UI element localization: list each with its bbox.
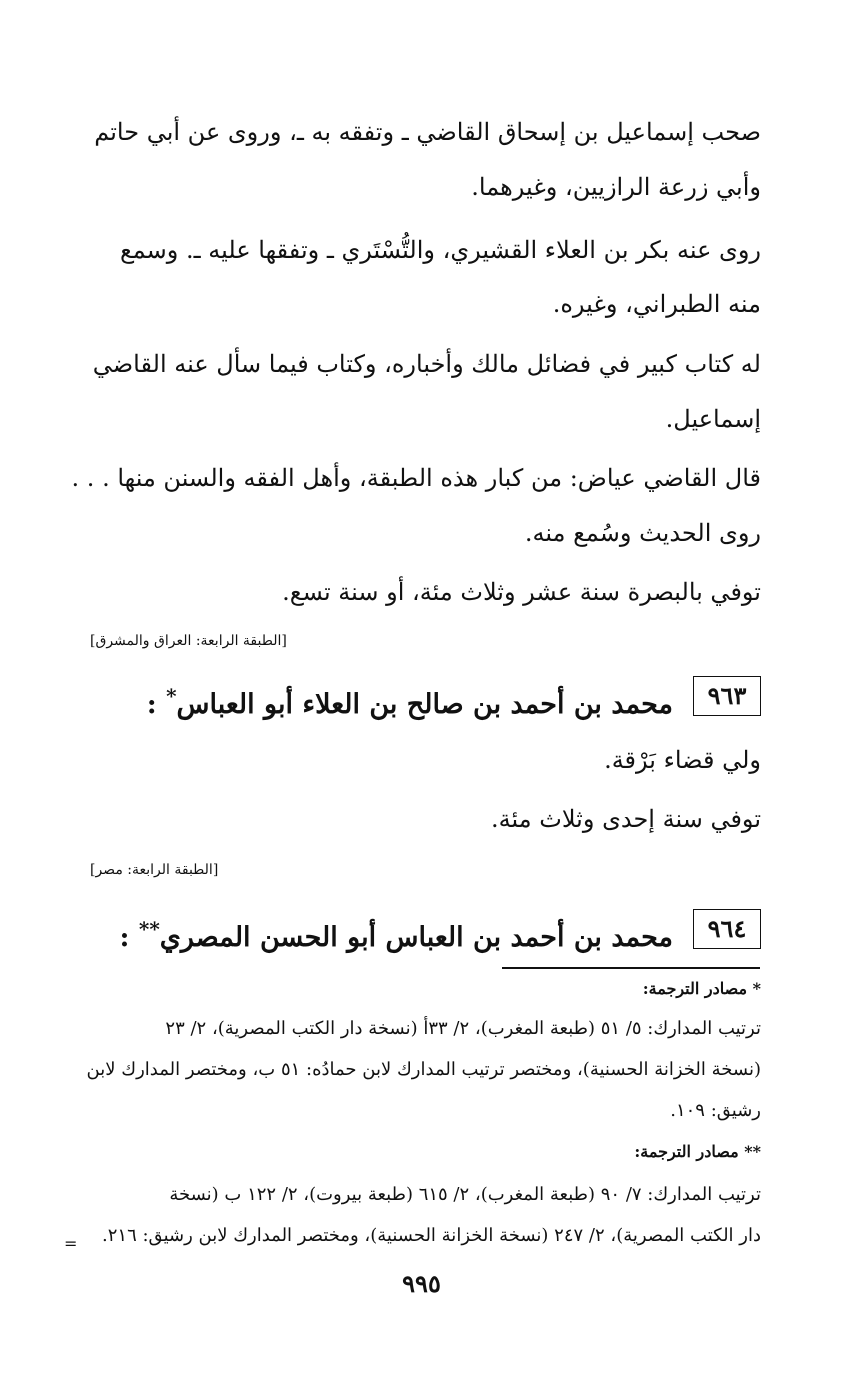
paragraph-2-line-2: منه الطبراني، وغيره. <box>552 290 761 318</box>
paragraph-5-line-1: توفي بالبصرة سنة عشر وثلاث مئة، أو سنة تسع. <box>282 578 761 606</box>
footnote-1-title: * مصادر الترجمة: <box>642 979 761 998</box>
paragraph-3-line-1: له كتاب كبير في فضائل مالك وأخباره، وكتاب فيما سأل عنه القاضي <box>92 350 761 378</box>
paragraph-4-line-1: قال القاضي عياض: من كبار هذه الطبقة، وأهل الفقه والسنن منها . . . <box>71 464 761 492</box>
entry-964-heading <box>82 907 761 953</box>
paragraph-1-line-1: صحب إسماعيل بن إسحاق القاضي ـ وتفقه به ـ، وروى عن أبي حاتم <box>94 118 761 146</box>
footnote-1-line-3: رشيق: ١٠٩. <box>670 1100 761 1121</box>
footnote-separator <box>502 967 760 969</box>
footnote-star: ** <box>138 917 160 941</box>
paragraph-4-line-2: روى الحديث وسُمع منه. <box>524 519 761 547</box>
footnote-1-line-2: (نسخة الخزانة الحسنية)، ومختصر ترتيب المدارك لابن حمادُه: ٥١ ب، ومختصر المدارك لابن <box>86 1059 761 1080</box>
tabaqa-tag-iraq: [الطبقة الرابعة: العراق والمشرق] <box>90 633 287 649</box>
entry-963-name <box>147 674 673 727</box>
footnote-1-line-1: ترتيب المدارك: ٥/ ٥١ (طبعة المغرب)، ٢/ ٣٣أ (نسخة دار الكتب المصرية)، ٢/ ٢٣ <box>165 1018 761 1039</box>
entry-colon: : <box>146 689 157 720</box>
page-number: ٩٩٥ <box>402 1269 441 1298</box>
entry-number-box: ٩٦٣ <box>693 676 761 716</box>
footnote-2-line-1: ترتيب المدارك: ٧/ ٩٠ (طبعة المغرب)، ٢/ ٦١٥ (طبعة بيروت)، ٢/ ١٢٢ ب (نسخة <box>169 1184 761 1205</box>
footnote-star: * <box>166 684 177 708</box>
footnote-2-line-2: دار الكتب المصرية)، ٢/ ٢٤٧ (نسخة الخزانة الحسنية)، ومختصر المدارك لابن رشيق: ٢١٦. <box>102 1225 761 1246</box>
entry-colon: : <box>119 922 130 953</box>
entry-963-line-2: توفي سنة إحدى وثلاث مئة. <box>491 805 761 833</box>
paragraph-3-line-2: إسماعيل. <box>665 405 761 433</box>
tabaqa-tag-misr: [الطبقة الرابعة: مصر] <box>90 862 219 878</box>
entry-963-heading <box>82 674 761 720</box>
entry-number-box: ٩٦٤ <box>693 909 761 949</box>
entry-964-name <box>119 907 673 960</box>
paragraph-2-line-1: روى عنه بكر بن العلاء القشيري، والتُّسْتَري ـ وتفقها عليه ـ. وسمع <box>120 236 761 264</box>
entry-name-text: محمد بن أحمد بن صالح بن العلاء أبو العباس <box>176 689 673 720</box>
entry-963-line-1: ولي قضاء بَرْقة. <box>604 746 761 774</box>
paragraph-1-line-2: وأبي زرعة الرازيين، وغيرهما. <box>471 173 761 201</box>
footnote-2-title: ** مصادر الترجمة: <box>634 1142 761 1161</box>
continuation-marker: = <box>64 1234 78 1253</box>
entry-name-text: محمد بن أحمد بن العباس أبو الحسن المصري <box>159 922 673 953</box>
